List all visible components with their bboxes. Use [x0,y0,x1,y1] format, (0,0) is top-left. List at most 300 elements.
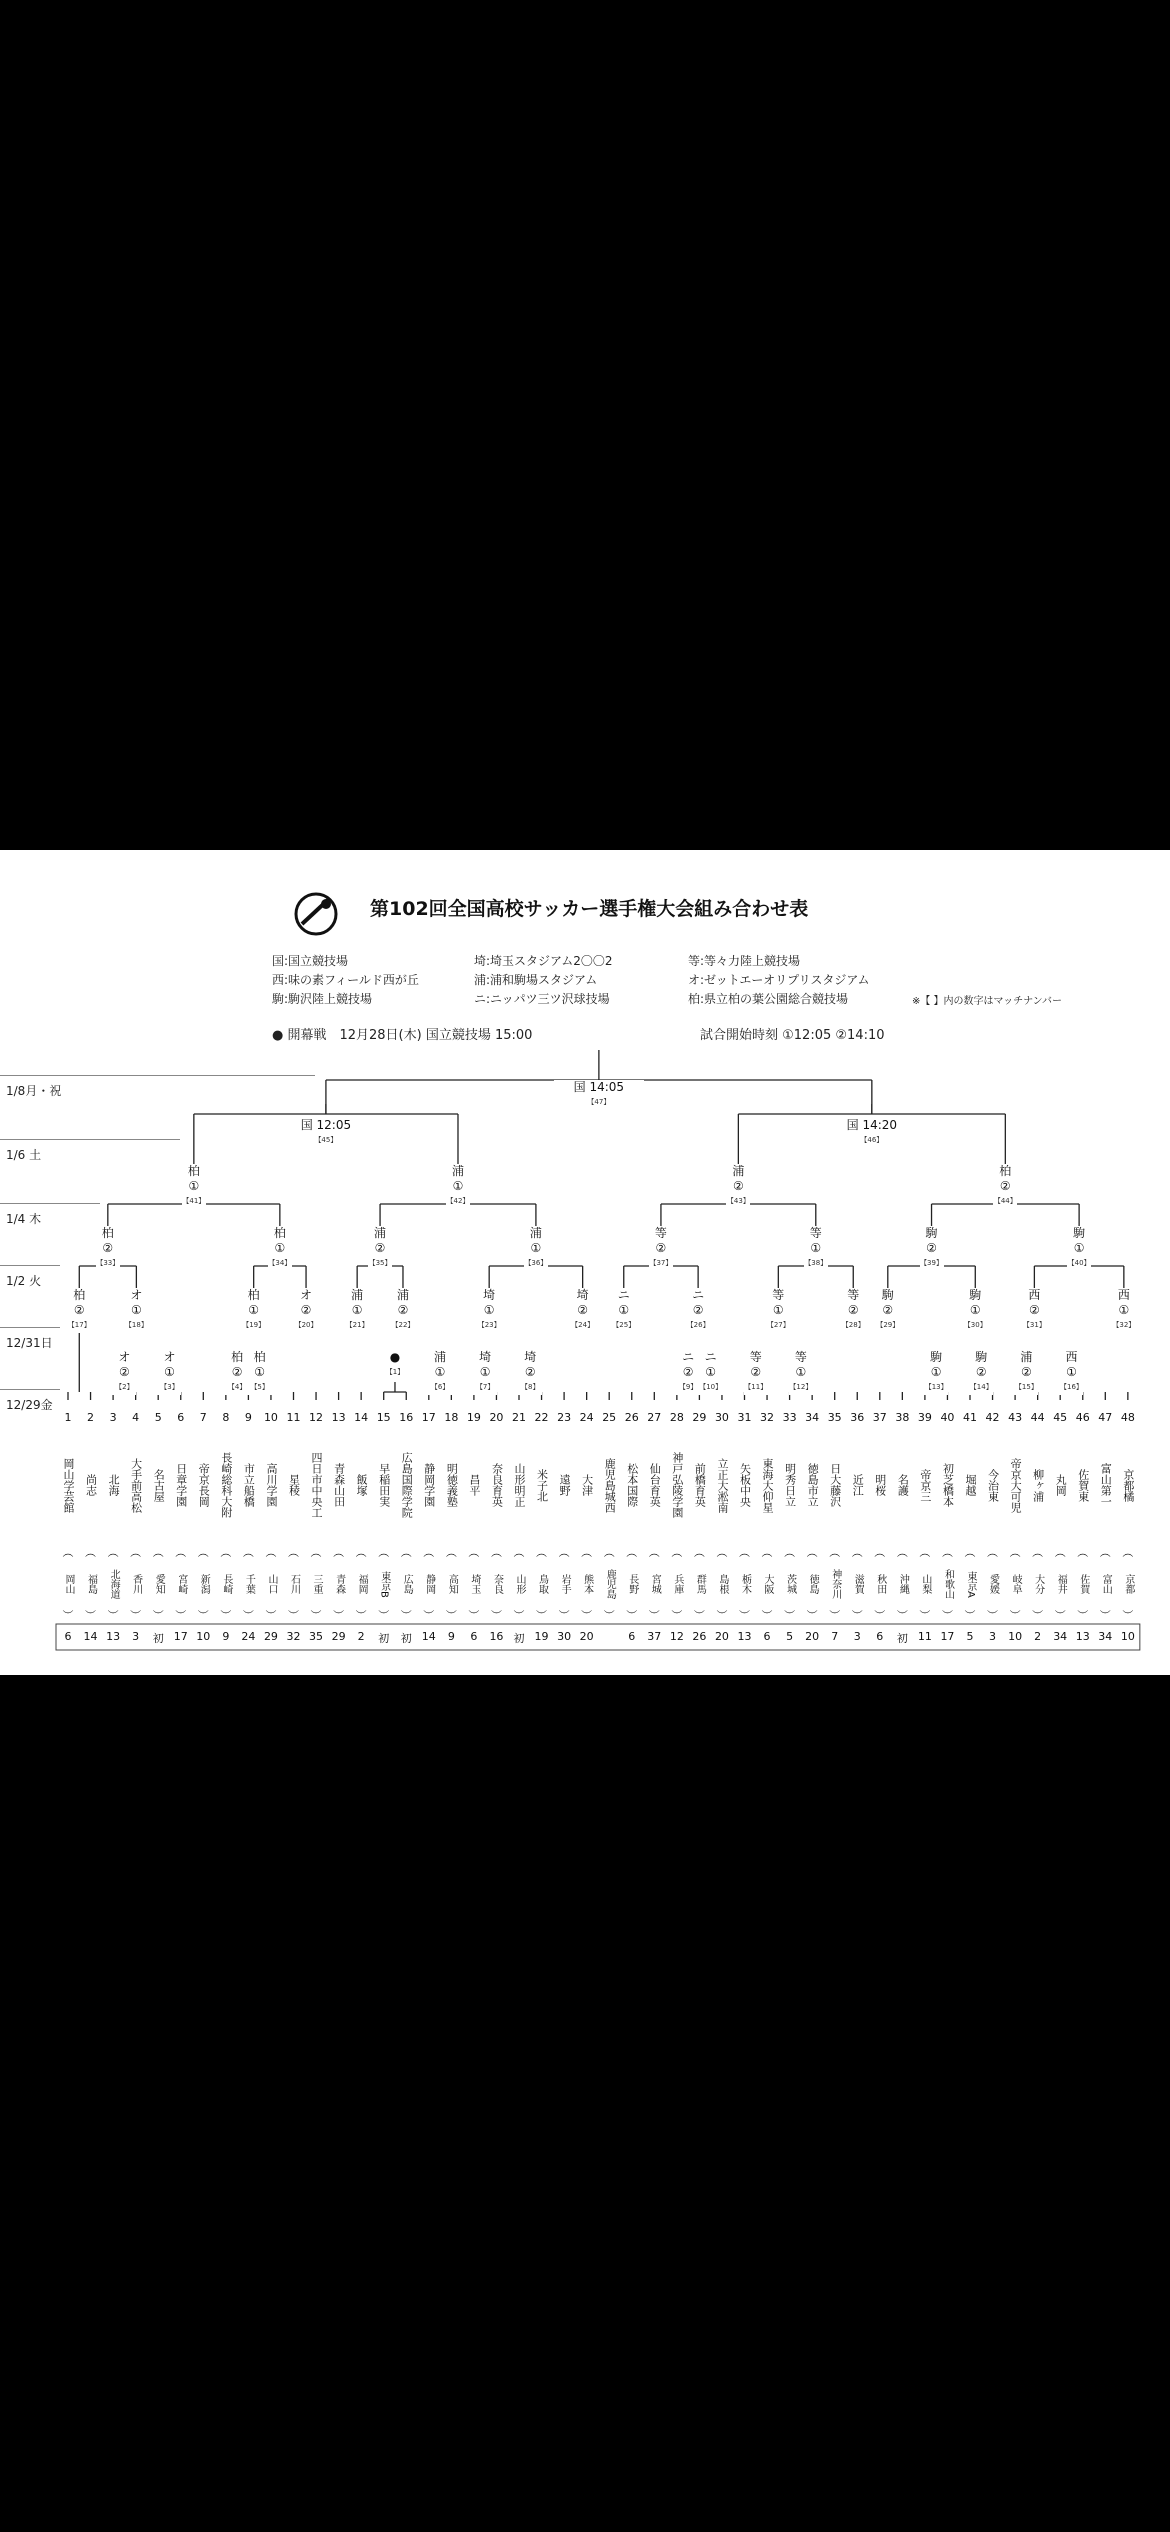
team-number: 21 [512,1411,526,1424]
match-number: 【42】 [446,1197,470,1205]
appearance-count: 32 [286,1630,301,1643]
paren-open: ︵ [671,1546,683,1559]
paren-close: ︶ [829,1609,841,1622]
paren-close: ︶ [513,1609,525,1622]
time-slot: ② [118,1365,130,1379]
match-number: 【24】 [571,1321,595,1329]
prefecture: 大分 [1032,1574,1044,1594]
appearance-count: 3 [853,1630,861,1643]
paren-open: ︵ [896,1546,908,1559]
time-slot: ② [102,1241,114,1255]
paren-open: ︵ [310,1546,322,1559]
paren-close: ︶ [671,1609,683,1622]
paren-open: ︵ [423,1546,435,1559]
team-entry [418,1410,440,1623]
paren-open: ︵ [62,1546,74,1559]
match-number: 【21】 [345,1321,369,1329]
team-entry [688,1410,710,1623]
appearance-count: 2 [357,1630,365,1643]
prefecture: 北海道 [108,1569,120,1599]
team-entry [125,1410,147,1623]
paren-close: ︶ [1077,1609,1089,1622]
appearance-count: 11 [917,1630,932,1643]
prefecture: 宮城 [649,1574,661,1594]
appearance-count: 19 [534,1630,549,1643]
time-slot: ② [682,1365,694,1379]
team-number: 23 [557,1411,572,1424]
team-number: 1 [64,1411,72,1424]
venue-legend: 駒:駒沢陸上競技場 [272,992,373,1006]
prefecture: 広島 [401,1574,413,1594]
time-slot: ② [1020,1365,1032,1379]
time-slot: ① [130,1303,142,1317]
paren-open: ︵ [265,1546,277,1559]
team-name: 北海 [107,1474,121,1496]
paren-open: ︵ [242,1546,254,1559]
venue-code: 埼 [576,1288,589,1302]
prefecture: 栃木 [739,1574,751,1594]
round-label: 1/6 土 [6,1148,42,1162]
team-entry [801,1410,823,1623]
paren-close: ︶ [85,1609,97,1622]
match-number: 【32】 [1112,1321,1136,1329]
appearance-count: 12 [669,1630,684,1643]
team-name: 高川学園 [264,1463,278,1507]
paren-close: ︶ [558,1609,570,1622]
venue-code: 浦 [351,1288,364,1302]
round2-match [571,1288,595,1333]
time-slot: ② [999,1179,1011,1193]
team-name: 長崎総科大附 [219,1452,233,1518]
paren-open: ︵ [1122,1546,1134,1559]
prefecture: 愛知 [153,1574,165,1594]
team-entry [508,1410,530,1623]
match-number: 【28】 [841,1321,865,1329]
venue-code: 等 [749,1350,762,1364]
team-entry [643,1410,665,1623]
time-slot: ① [483,1303,495,1317]
paren-close: ︶ [784,1609,796,1622]
team-number: 32 [760,1411,775,1424]
round1-match [428,1350,452,1395]
match-number: 【17】 [67,1321,91,1329]
team-entry [237,1410,259,1623]
appearance-count: 5 [966,1630,974,1643]
team-name: 青森山田 [332,1463,346,1507]
round2-match [686,1288,710,1333]
paren-open: ︵ [806,1546,818,1559]
round3-match [96,1226,120,1271]
team-name: 前橋育英 [693,1463,707,1507]
venue-legend: オ:ゼットエーオリプリスタジアム [688,973,870,987]
paren-close: ︶ [378,1609,390,1622]
paren-close: ︶ [310,1609,322,1622]
venue-code: 柏 [101,1226,114,1240]
time-slot: ② [847,1303,859,1317]
team-entry [531,1410,553,1623]
appearance-count: 7 [831,1630,839,1643]
time-slot: ① [351,1303,363,1317]
match-number: 【27】 [766,1321,790,1329]
team-entry [598,1410,620,1623]
prefecture: 秋田 [874,1574,886,1594]
match-number: 【13】 [924,1383,948,1391]
team-number: 33 [782,1411,797,1424]
opening-match-info: ● 開幕戦 12月28日(木) 国立競技場 15:00 [272,1028,533,1043]
team-number: 11 [286,1411,301,1424]
team-name: 明桜 [873,1474,887,1496]
match-number: 【38】 [804,1259,828,1267]
quarterfinal-match [993,1164,1017,1209]
team-name: 市立船橋 [242,1463,256,1507]
venue-code: 等 [847,1288,860,1302]
time-slot: ② [926,1241,937,1255]
paren-close: ︶ [874,1609,886,1622]
round1-match [518,1350,542,1395]
venue-legend: 柏:県立柏の葉公園総合競技場 [688,992,849,1006]
match-number: 【45】 [314,1136,338,1144]
paren-close: ︶ [423,1609,435,1622]
appearance-count: 29 [263,1630,278,1643]
appearance-count: 24 [241,1630,256,1643]
venue-code: 柏 [273,1226,286,1240]
team-number: 18 [444,1411,459,1424]
team-name: 早稲田実 [377,1463,391,1507]
quarterfinal-match [446,1164,470,1209]
team-number: 27 [647,1411,662,1424]
team-entry [666,1410,688,1623]
team-number: 38 [895,1411,910,1424]
team-entry [982,1410,1004,1623]
appearance-count: 初 [896,1632,908,1645]
venue-legend: 浦:浦和駒場スタジアム [474,973,598,987]
time-slot: ① [810,1241,822,1255]
round2-match [1022,1288,1046,1333]
paren-open: ︵ [468,1546,480,1559]
team-name: 大津 [580,1474,594,1496]
team-number: 19 [466,1411,481,1424]
team-entry [395,1410,417,1623]
prefecture: 沖縄 [897,1574,909,1594]
paren-close: ︶ [333,1609,345,1622]
time-slot: ② [73,1303,85,1317]
paren-close: ︶ [1009,1609,1021,1622]
round2-match [1112,1288,1136,1333]
team-number: 16 [399,1411,414,1424]
team-entry [756,1410,778,1623]
paren-open: ︵ [829,1546,841,1559]
match-number: 【39】 [920,1259,943,1267]
time-slot: ① [164,1365,175,1379]
prefecture: 福井 [1055,1574,1067,1594]
round-label: 1/4 木 [6,1212,42,1226]
team-name: 明徳義塾 [445,1463,459,1507]
team-number: 48 [1120,1411,1135,1424]
team-entry [170,1410,192,1623]
team-name: 日大藤沢 [828,1463,842,1507]
time-slot: ② [300,1303,312,1317]
paren-close: ︶ [1054,1609,1066,1622]
prefecture: 鹿児島 [604,1569,616,1599]
venue-time: 国 14:20 [846,1118,898,1132]
team-name: 山形明正 [513,1463,526,1507]
paren-open: ︵ [288,1546,299,1559]
prefecture: 茨城 [784,1574,796,1594]
paren-close: ︶ [941,1609,953,1622]
time-slot: ② [732,1179,744,1193]
match-number: 【2】 [115,1383,134,1391]
appearance-count: 17 [940,1630,955,1643]
paren-open: ︵ [197,1546,209,1559]
team-entry [621,1410,643,1623]
paren-open: ︵ [220,1546,232,1559]
match-number: 【10】 [699,1383,723,1391]
venue-code: 駒 [1073,1226,1086,1240]
paren-open: ︵ [152,1546,164,1559]
time-slot: ① [248,1303,260,1317]
venue-code: 駒 [975,1350,988,1364]
match-number: 【6】 [430,1383,450,1391]
appearance-count: 14 [83,1630,98,1643]
quarterfinal-match [726,1164,750,1209]
paren-close: ︶ [648,1609,660,1622]
venue-legend: 等:等々力陸上競技場 [688,954,801,968]
team-entry [1117,1410,1139,1623]
prefecture: 福島 [85,1574,97,1594]
team-number: 29 [692,1411,707,1424]
prefecture: 三重 [311,1574,323,1594]
team-name: 日章学園 [174,1463,188,1507]
time-slot: ② [882,1303,894,1317]
time-slot: ① [795,1365,807,1379]
team-name: 帝京大可児 [1009,1457,1023,1513]
appearance-count: 9 [447,1630,455,1643]
paren-open: ︵ [85,1546,97,1559]
round1-match [744,1350,768,1395]
appearance-count: 2 [1034,1630,1042,1643]
venue-code: ニ [617,1288,630,1302]
time-slot: ① [274,1241,286,1255]
team-entry [305,1410,327,1623]
prefecture: 神奈川 [829,1569,841,1599]
team-entry [779,1410,801,1623]
round2-match [841,1288,865,1333]
team-entry [350,1410,372,1623]
team-entry [1004,1410,1026,1623]
bracket-document [0,850,1170,1675]
venue-code: 駒 [969,1288,982,1302]
team-name: 昌平 [467,1474,481,1496]
team-number: 9 [244,1411,252,1424]
paren-open: ︵ [1099,1546,1111,1559]
match-number: 【33】 [96,1259,120,1267]
prefecture: 熊本 [581,1574,593,1594]
team-number: 46 [1075,1411,1090,1424]
team-number: 34 [805,1411,820,1424]
prefecture: 徳島 [807,1574,819,1594]
time-slot: ② [577,1303,589,1317]
round1-match [383,1350,407,1380]
match-number: 【16】 [1060,1383,1083,1391]
appearance-count: 6 [64,1630,72,1643]
team-entry [711,1410,733,1623]
paren-close: ︶ [1122,1609,1134,1622]
team-number: 6 [177,1411,185,1424]
venue-code: ニ [704,1350,717,1364]
team-entry [936,1410,958,1623]
team-entry [440,1410,462,1623]
time-slot: ① [930,1365,942,1379]
team-number: 17 [421,1411,436,1424]
venue-code: ニ [692,1288,705,1302]
team-name: 大手前高松 [129,1457,143,1513]
paren-open: ︵ [536,1546,548,1559]
paren-open: ︵ [1032,1546,1044,1559]
appearance-count: 13 [737,1630,752,1643]
team-entry [1072,1410,1094,1623]
round1-match [225,1350,249,1395]
team-name: 神戸弘陵学園 [670,1452,684,1518]
paren-open: ︵ [107,1546,119,1559]
paren-open: ︵ [648,1546,660,1559]
paren-close: ︶ [1099,1609,1111,1622]
match-number-note: ※【 】内の数字はマッチナンバー [912,996,1062,1007]
team-name: 明秀日立 [783,1463,797,1507]
team-entry [1049,1410,1071,1623]
match-number: 【1】 [385,1368,405,1376]
round2-match [612,1288,636,1333]
round1-match [1059,1350,1083,1395]
team-number: 14 [354,1411,369,1424]
team-name: 米子北 [535,1468,549,1502]
prefecture: 山梨 [919,1574,931,1594]
paren-close: ︶ [130,1609,142,1622]
paren-open: ︵ [784,1546,796,1559]
team-number: 35 [827,1411,842,1424]
team-entry [485,1410,507,1623]
team-number: 45 [1053,1411,1068,1424]
team-number: 42 [985,1411,1000,1424]
venue-code: 柏 [231,1350,244,1364]
paren-close: ︶ [536,1609,548,1622]
team-entry [192,1410,214,1623]
prefecture: 奈良 [491,1574,503,1594]
time-slot: ① [188,1179,200,1193]
venue-code: 西 [1065,1350,1078,1364]
round1-match [789,1350,813,1395]
paren-open: ︵ [739,1546,750,1559]
prefecture: 福岡 [356,1574,368,1594]
round1-match [676,1350,700,1395]
round-label: 1/2 火 [6,1274,42,1288]
round3-match [524,1226,548,1271]
round1-match [112,1350,136,1395]
appearance-count: 20 [714,1630,729,1643]
team-number: 36 [850,1411,865,1424]
appearance-count: 13 [1075,1630,1090,1643]
team-name: 佐賀東 [1076,1468,1090,1502]
team-name: 帝京三 [918,1468,932,1502]
paren-close: ︶ [468,1609,480,1622]
round2-match [766,1288,790,1333]
paren-close: ︶ [716,1609,728,1622]
team-name: 京都橘 [1121,1468,1135,1502]
team-name: 遠野 [558,1474,572,1496]
team-entry [576,1410,598,1623]
prefecture: 静岡 [423,1574,435,1594]
round3-match [368,1226,392,1271]
paren-open: ︵ [378,1546,390,1559]
match-number: 【30】 [963,1321,987,1329]
paren-open: ︵ [333,1546,345,1559]
paren-open: ︵ [964,1546,976,1559]
time-slot: ② [975,1365,987,1379]
time-slot: ② [374,1241,386,1255]
team-name: 鹿児島城西 [603,1457,617,1513]
venue-code: 等 [794,1350,807,1364]
prefecture: 東京A [965,1570,976,1598]
round2-match [391,1288,415,1333]
round2-match [294,1288,318,1333]
round2-match [67,1288,91,1333]
team-entry [328,1410,350,1623]
semifinal-match [281,1118,371,1148]
team-entry [824,1410,846,1623]
appearance-count: 10 [196,1630,211,1643]
team-entry [553,1410,575,1623]
team-entry [215,1410,237,1623]
time-slot: ① [772,1303,784,1317]
team-number: 22 [534,1411,549,1424]
team-name: 名古屋 [152,1468,166,1502]
appearance-count: 6 [763,1630,771,1643]
team-name: 帝京長岡 [197,1463,211,1507]
paren-close: ︶ [288,1609,299,1622]
match-number: 【37】 [649,1259,673,1267]
paren-open: ︵ [919,1546,931,1559]
venue-code: 等 [772,1288,785,1302]
round3-match [268,1226,292,1271]
appearance-count: 37 [647,1630,662,1643]
team-name: 徳島市立 [806,1463,820,1507]
team-entry [869,1410,891,1623]
paren-open: ︵ [693,1546,705,1559]
paren-close: ︶ [445,1609,457,1622]
team-number: 5 [154,1411,162,1424]
appearance-count: 初 [400,1632,412,1645]
paren-open: ︵ [130,1546,142,1559]
paren-open: ︵ [626,1546,638,1559]
paren-open: ︵ [851,1546,863,1559]
team-name: 松本国際 [625,1463,639,1507]
paren-close: ︶ [739,1609,750,1622]
team-number: 15 [376,1411,391,1424]
appearance-count: 初 [378,1632,390,1645]
match-number: 【5】 [250,1383,269,1391]
match-number: 【35】 [368,1259,392,1267]
appearance-count: 35 [309,1630,324,1643]
team-number: 13 [331,1411,346,1424]
team-name: 名護 [896,1474,910,1496]
time-slot: ② [524,1365,536,1379]
round2-match [963,1288,987,1333]
team-entry [463,1410,485,1623]
paren-close: ︶ [355,1609,367,1622]
appearance-count: 34 [1098,1630,1113,1643]
team-name: 堀越 [964,1474,977,1496]
paren-open: ︵ [400,1546,412,1559]
paren-close: ︶ [242,1609,254,1622]
